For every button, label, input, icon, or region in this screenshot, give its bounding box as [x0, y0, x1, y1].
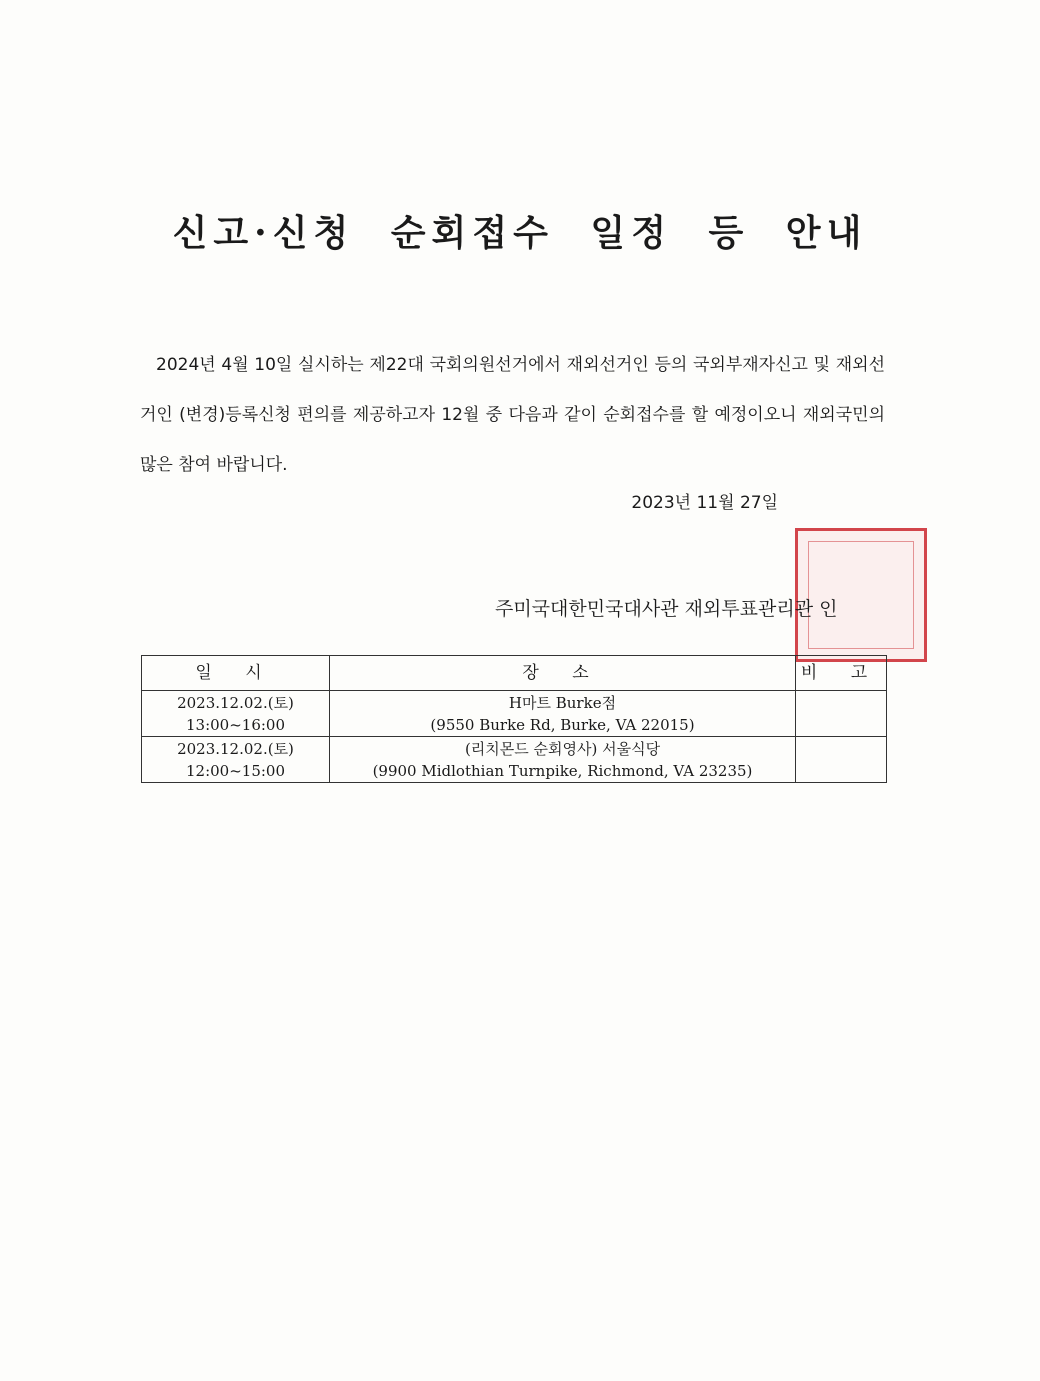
time-text: 12:00~15:00 [185, 761, 286, 780]
header-place: 장 소 [330, 656, 796, 691]
schedule-table [141, 655, 887, 783]
place-address: (9900 Midlothian Turnpike, Richmond, VA 23235) [372, 761, 753, 780]
intro-paragraph: 2024년 4월 10일 실시하는 제22대 국회의원선거에서 재외선거인 등의 국외부재자신고 및 재외선거인 (변경)등록신청 편의를 제공하고자 12월 중 다음과 같이 순회접수를 할 예정이오니 재외국민의 많은 참여 바랍니다. [140, 355, 885, 475]
time-text: 13:00~16:00 [185, 715, 286, 734]
datetime-cell [142, 691, 330, 737]
place-cell [330, 691, 796, 737]
place-name: (리치몬드 순회영사) 서울식당 [464, 739, 661, 758]
table-header-row [142, 656, 887, 691]
table-row [142, 737, 887, 783]
place-address: (9550 Burke Rd, Burke, VA 22015) [430, 715, 695, 734]
header-datetime: 일 시 [142, 656, 330, 691]
issuer-name: 주미국대한민국대사관 재외투표관리관 [495, 598, 814, 620]
date-text: 2023.12.02.(토) [177, 739, 294, 758]
place-name: H마트 Burke점 [508, 693, 617, 712]
note-cell [796, 691, 887, 737]
issue-date: 2023년 11월 27일 [631, 493, 778, 513]
issuer-line [495, 594, 837, 621]
note-cell [796, 737, 887, 783]
datetime-cell [142, 737, 330, 783]
place-cell [330, 737, 796, 783]
document-title: 신고·신청 순회접수 일정 등 안내 [172, 212, 868, 254]
issuer-seal-mark: 인 [819, 598, 838, 620]
header-note: 비 고 [796, 656, 887, 691]
date-text: 2023.12.02.(토) [177, 693, 294, 712]
table-row [142, 691, 887, 737]
